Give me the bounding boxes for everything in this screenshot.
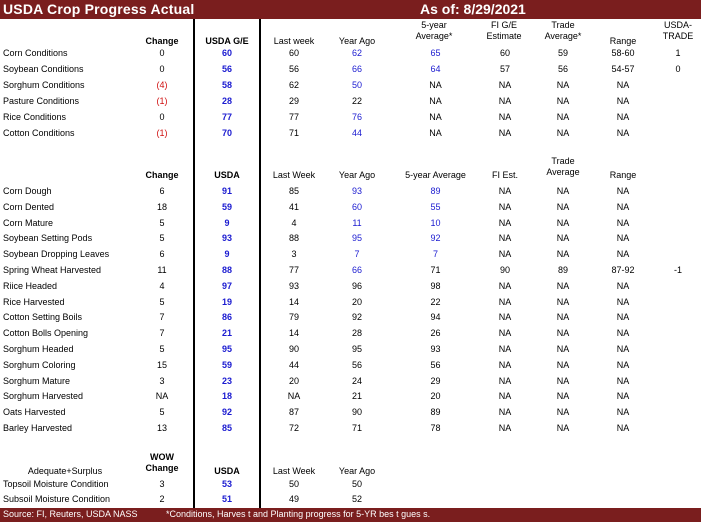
cell-last: 71 (288, 128, 299, 138)
cell-avg: 78 (430, 423, 441, 433)
cell-last: 87 (288, 407, 299, 418)
cell-change: 3 (159, 375, 165, 386)
header-last: Last Week (272, 170, 316, 180)
cell-fi: NA (498, 328, 512, 339)
cell-range: NA (616, 328, 630, 339)
row-label: Corn Conditions (3, 48, 68, 58)
cell-last: 72 (288, 423, 299, 433)
header-year-ago: Year Ago (338, 466, 376, 476)
cell-range: NA (616, 391, 630, 402)
cell-range: 58-60 (611, 48, 635, 58)
row-label: Spring Wheat Harvested (3, 265, 102, 275)
header-usda: USDA G/E (205, 36, 249, 46)
cell-last: 77 (288, 265, 299, 275)
cell-avg: 26 (430, 328, 441, 339)
cell-usda: 9 (224, 217, 230, 228)
cell-trade: NA (556, 233, 570, 244)
table-row (0, 295, 701, 310)
cell-fi: 90 (499, 265, 510, 275)
row-label: Rice Harvested (3, 296, 65, 307)
table-row (0, 389, 701, 404)
cell-range: NA (616, 186, 630, 196)
cell-change: NA (155, 391, 169, 402)
cell-usda: 85 (221, 423, 232, 433)
cell-fi: NA (498, 296, 512, 307)
cell-avg: NA (429, 96, 442, 106)
row-label: Topsoil Moisture Condition (3, 479, 109, 489)
cell-year-ago: 96 (351, 280, 362, 291)
cell-trade: NA (556, 96, 570, 106)
cell-usda: 86 (221, 312, 232, 323)
cell-usda: 19 (221, 296, 232, 307)
cell-year-ago: 76 (351, 112, 362, 122)
cell-range: NA (616, 128, 630, 138)
cell-range: 87-92 (611, 265, 635, 275)
cell-range: NA (616, 96, 630, 106)
cell-trade: NA (556, 128, 570, 138)
header-usda-trade: USDA- TRADE (662, 20, 694, 41)
cell-year-ago: 28 (351, 328, 362, 339)
row-label: Rice Conditions (3, 112, 67, 122)
cell-range: NA (616, 423, 630, 433)
cell-range: NA (616, 375, 630, 386)
cell-year-ago: 44 (351, 128, 362, 138)
cell-avg: 92 (430, 233, 441, 244)
cell-range: NA (616, 112, 630, 122)
cell-trade: NA (556, 217, 570, 228)
header-fi: FI G/E Estimate (486, 20, 522, 41)
cell-change: 7 (159, 328, 165, 339)
header-change: Change (145, 36, 179, 46)
cell-usda: 70 (221, 128, 232, 138)
cell-last: 90 (288, 344, 299, 354)
cell-fi: NA (498, 96, 512, 106)
cell-range: NA (616, 296, 630, 307)
table-row (0, 216, 701, 231)
cell-year-ago: 95 (351, 233, 362, 244)
cell-trade: NA (556, 296, 570, 307)
cell-change: 5 (159, 233, 165, 244)
header-avg: 5-year Average (405, 170, 466, 180)
header-range: Range (609, 170, 637, 180)
cell-usda: 77 (221, 112, 232, 122)
cell-year-ago: 71 (351, 423, 362, 433)
row-label: Corn Mature (3, 217, 54, 228)
cell-usda: 88 (221, 265, 232, 275)
as-of-date: As of: 8/29/2021 (420, 1, 526, 17)
cell-usda: 59 (221, 359, 232, 370)
header-wow-change: WOW Change (145, 452, 179, 473)
row-label: Sorghum Headed (3, 344, 74, 354)
row-label: Subsoil Moisture Condition (3, 494, 111, 504)
row-label: Riice Headed (3, 280, 58, 291)
cell-last: 50 (288, 479, 299, 489)
table-row (0, 310, 701, 325)
cell-fi: NA (498, 344, 512, 354)
cell-change: 5 (159, 296, 165, 307)
cell-usda: 51 (221, 494, 232, 504)
header-usda: USDA (214, 170, 240, 180)
cell-fi: NA (498, 249, 512, 260)
cell-fi: NA (498, 80, 512, 90)
cell-diff: -1 (673, 265, 682, 275)
cell-avg: NA (429, 80, 442, 90)
cell-last: 20 (288, 375, 299, 386)
table-row (0, 110, 701, 125)
cell-usda: 21 (221, 328, 232, 339)
table-row (0, 94, 701, 109)
cell-fi: NA (498, 201, 512, 212)
cell-range: NA (616, 312, 630, 323)
cell-last: 77 (288, 112, 299, 122)
cell-last: 3 (291, 249, 297, 260)
row-label: Sorghum Harvested (3, 391, 84, 402)
row-label: Corn Dough (3, 186, 52, 196)
cell-year-ago: 62 (351, 48, 362, 58)
cell-usda: 9 (224, 249, 230, 260)
cell-year-ago: 60 (351, 201, 362, 212)
cell-last: 41 (288, 201, 299, 212)
footer-bar (0, 508, 701, 522)
cell-trade: NA (556, 249, 570, 260)
cell-usda: 56 (221, 64, 232, 74)
cell-year-ago: 66 (351, 64, 362, 74)
cell-usda: 59 (221, 201, 232, 212)
cell-avg: 7 (432, 249, 438, 260)
header-last: Last week (273, 36, 315, 46)
table-row (0, 263, 701, 278)
cell-year-ago: 92 (351, 312, 362, 323)
cell-diff: 1 (675, 48, 681, 58)
cell-change: 5 (159, 407, 165, 418)
cell-fi: NA (498, 128, 512, 138)
row-label: Cotton Bolls Opening (3, 328, 89, 339)
source-note: Source: FI, Reuters, USDA NASS (3, 509, 138, 519)
row-label: Soybean Conditions (3, 64, 84, 74)
cell-last: 49 (288, 494, 299, 504)
cell-trade: NA (556, 112, 570, 122)
cell-range: NA (616, 249, 630, 260)
cell-usda: 58 (221, 80, 232, 90)
cell-year-ago: 95 (351, 344, 362, 354)
cell-trade: NA (556, 186, 570, 196)
cell-last: 93 (288, 280, 299, 291)
cell-range: NA (616, 344, 630, 354)
cell-range: 54-57 (611, 64, 635, 74)
cell-year-ago: 20 (351, 296, 362, 307)
row-label: Sorghum Mature (3, 375, 71, 386)
cell-last: 14 (288, 296, 299, 307)
page-title: USDA Crop Progress Actual (3, 1, 195, 17)
cell-trade: 56 (557, 64, 568, 74)
cell-last: 4 (291, 217, 297, 228)
cell-usda: 28 (221, 96, 232, 106)
table-row (0, 200, 701, 215)
header-trade: Trade Average* (544, 20, 582, 41)
cell-avg: 56 (430, 359, 441, 370)
cell-avg: 55 (430, 201, 441, 212)
cell-trade: NA (556, 328, 570, 339)
cell-change: 0 (159, 48, 165, 58)
cell-avg: 29 (430, 375, 441, 386)
cell-fi: NA (498, 423, 512, 433)
cell-range: NA (616, 359, 630, 370)
cell-year-ago: 52 (351, 494, 362, 504)
cell-change: 4 (159, 280, 165, 291)
cell-avg: 71 (430, 265, 441, 275)
cell-change: (4) (156, 80, 168, 90)
row-label: Soybean Dropping Leaves (3, 249, 110, 260)
cell-last: 79 (288, 312, 299, 323)
cell-usda: 92 (221, 407, 232, 418)
cell-trade: NA (556, 280, 570, 291)
cell-change: 13 (156, 423, 167, 433)
row-label: Cotton Conditions (3, 128, 75, 138)
table-row (0, 231, 701, 246)
cell-year-ago: 90 (351, 407, 362, 418)
cell-last: 85 (288, 186, 299, 196)
cell-range: NA (616, 80, 630, 90)
cell-change: (1) (156, 96, 168, 106)
row-label: Barley Harvested (3, 423, 73, 433)
row-label: Soybean Setting Pods (3, 233, 93, 244)
table-row (0, 279, 701, 294)
cell-last: 56 (288, 64, 299, 74)
cell-fi: NA (498, 407, 512, 418)
cell-year-ago: 11 (352, 217, 362, 228)
cell-fi: NA (498, 217, 512, 228)
cell-year-ago: 56 (351, 359, 362, 370)
cell-fi: NA (498, 233, 512, 244)
cell-year-ago: 7 (354, 249, 360, 260)
cell-usda: 93 (221, 233, 232, 244)
cell-fi: 60 (499, 48, 510, 58)
cell-trade: NA (556, 407, 570, 418)
cell-trade: NA (556, 312, 570, 323)
cell-trade: NA (556, 359, 570, 370)
cell-fi: NA (498, 112, 512, 122)
cell-last: 14 (288, 328, 299, 339)
cell-trade: 89 (557, 265, 568, 275)
cell-avg: NA (429, 112, 442, 122)
cell-range: NA (616, 217, 630, 228)
cell-year-ago: 21 (351, 391, 362, 402)
header-year-ago: Year Ago (338, 170, 376, 180)
cell-change: 2 (159, 494, 165, 504)
header-trade: Trade Average (546, 156, 580, 177)
cell-avg: 89 (430, 186, 441, 196)
cell-avg: 22 (430, 296, 441, 307)
table-row (0, 342, 701, 357)
cell-range: NA (616, 407, 630, 418)
cell-year-ago: 50 (351, 479, 362, 489)
cell-year-ago: 22 (351, 96, 362, 106)
header-usda: USDA (214, 466, 240, 476)
header-adequate-surplus: Adequate+Surplus (27, 466, 103, 476)
cell-fi: NA (498, 391, 512, 402)
header-change: Change (145, 170, 179, 180)
cell-year-ago: 50 (351, 80, 362, 90)
cell-usda: 18 (221, 391, 232, 402)
table-row (0, 421, 701, 436)
table-row (0, 62, 701, 77)
cell-change: 7 (159, 312, 165, 323)
table-row (0, 405, 701, 420)
row-label: Sorghum Conditions (3, 80, 85, 90)
table-row (0, 492, 701, 507)
table-row (0, 126, 701, 141)
table-row (0, 46, 701, 61)
cell-avg: 94 (430, 312, 441, 323)
cell-avg: 10 (430, 217, 441, 228)
cell-range: NA (616, 280, 630, 291)
cell-avg: 93 (430, 344, 441, 354)
row-label: Oats Harvested (3, 407, 66, 418)
cell-change: 18 (156, 201, 167, 212)
cell-change: (1) (156, 128, 168, 138)
table-row (0, 184, 701, 199)
cell-range: NA (616, 201, 630, 212)
cell-year-ago: 66 (351, 265, 362, 275)
cell-usda: 91 (221, 186, 232, 196)
table-row (0, 358, 701, 373)
cell-change: 0 (159, 112, 165, 122)
cell-trade: NA (556, 344, 570, 354)
cell-avg: 65 (430, 48, 441, 58)
row-label: Corn Dented (3, 201, 55, 212)
cell-year-ago: 24 (351, 375, 362, 386)
cell-avg: 98 (430, 280, 441, 291)
cell-usda: 95 (221, 344, 232, 354)
table-row (0, 477, 701, 492)
cell-trade: NA (556, 80, 570, 90)
cell-last: 62 (288, 80, 299, 90)
cell-fi: NA (498, 312, 512, 323)
cell-avg: 64 (430, 64, 441, 74)
cell-change: 0 (159, 64, 165, 74)
cell-trade: NA (556, 391, 570, 402)
cell-trade: 59 (557, 48, 568, 58)
cell-last: 29 (288, 96, 299, 106)
cell-trade: NA (556, 201, 570, 212)
cell-avg: 89 (430, 407, 441, 418)
cell-change: 6 (159, 186, 165, 196)
cell-year-ago: 93 (351, 186, 362, 196)
cell-last: NA (287, 391, 301, 402)
cell-change: 5 (159, 217, 165, 228)
cell-avg: 20 (430, 391, 441, 402)
cell-last: 88 (288, 233, 299, 244)
cell-usda: 60 (221, 48, 232, 58)
cell-change: 3 (159, 479, 165, 489)
cell-diff: 0 (675, 64, 681, 74)
cell-fi: 57 (499, 64, 510, 74)
header-range: Range (609, 36, 637, 46)
cell-range: NA (616, 233, 630, 244)
row-label: Sorghum Coloring (3, 359, 76, 370)
header-year-ago: Year Ago (338, 36, 376, 46)
cell-usda: 23 (221, 375, 232, 386)
footnote: *Conditions, Harves t and Planting progress for 5-YR bes t gues s. (166, 509, 431, 519)
table-row (0, 326, 701, 341)
table-row (0, 247, 701, 262)
header-fi: FI Est. (491, 170, 518, 180)
cell-change: 11 (157, 265, 167, 275)
cell-trade: NA (556, 375, 570, 386)
cell-usda: 53 (221, 479, 232, 489)
cell-change: 5 (159, 344, 165, 354)
table-row (0, 374, 701, 389)
cell-avg: NA (429, 128, 442, 138)
row-label: Pasture Conditions (3, 96, 80, 106)
cell-trade: NA (556, 423, 570, 433)
header-avg: 5-year Average* (415, 20, 453, 41)
row-label: Cotton Setting Boils (3, 312, 83, 323)
cell-change: 15 (156, 359, 167, 370)
cell-last: 60 (288, 48, 299, 58)
header-last: Last Week (272, 466, 316, 476)
cell-change: 6 (159, 249, 165, 260)
cell-last: 44 (288, 359, 299, 370)
cell-fi: NA (498, 186, 512, 196)
cell-fi: NA (498, 375, 512, 386)
table-row (0, 78, 701, 93)
cell-usda: 97 (221, 280, 232, 291)
cell-fi: NA (498, 359, 512, 370)
title-bar (0, 0, 701, 19)
cell-fi: NA (498, 280, 512, 291)
